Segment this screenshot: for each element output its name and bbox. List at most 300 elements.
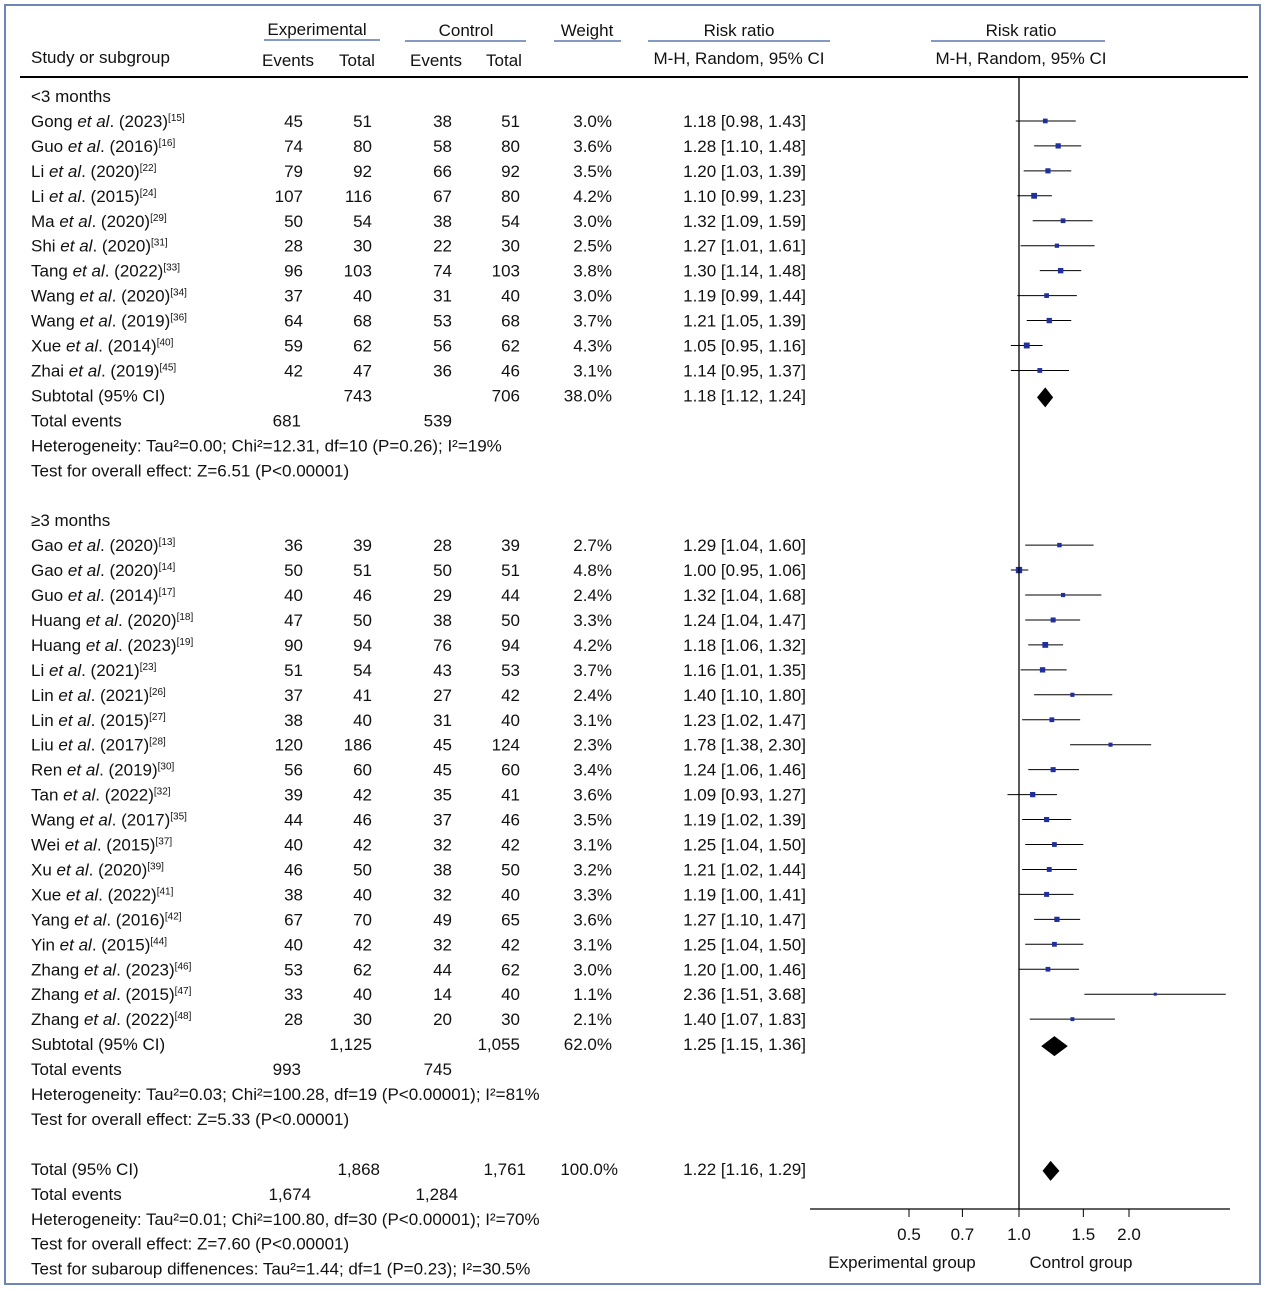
- control-total: 80: [501, 186, 520, 206]
- experimental-total: 51: [353, 561, 372, 581]
- control-total: 68: [501, 311, 520, 331]
- study-weight: 2.4%: [573, 685, 612, 705]
- control-events: 35: [433, 785, 452, 805]
- control-events: 28: [433, 536, 452, 556]
- control-events: 38: [433, 211, 452, 231]
- study-weight: 3.7%: [573, 660, 612, 680]
- experimental-total: 47: [353, 361, 372, 381]
- experimental-total-header: Total: [339, 51, 375, 70]
- study-label: Wang et al. (2017)[35]: [31, 810, 187, 830]
- study-weight: 4.3%: [573, 336, 612, 356]
- study-label: Wei et al. (2015)[37]: [31, 835, 173, 855]
- total-weight: 100.0%: [560, 1159, 618, 1179]
- experimental-events: 28: [284, 1010, 303, 1030]
- total-events-control: 745: [423, 1060, 452, 1080]
- point-estimate: [1058, 268, 1063, 273]
- study-label: Wang et al. (2019)[36]: [31, 311, 187, 331]
- study-label: Zhang et al. (2022)[48]: [31, 1010, 192, 1030]
- control-total: 50: [501, 860, 520, 880]
- experimental-events: 46: [284, 860, 303, 880]
- control-events: 20: [433, 1010, 452, 1030]
- risk-ratio-ci: 1.14 [0.95, 1.37]: [683, 361, 806, 381]
- study-weight: 3.4%: [573, 760, 612, 780]
- control-total: 46: [501, 810, 520, 830]
- control-events: 32: [433, 935, 452, 955]
- control-total-header: Total: [486, 51, 522, 70]
- risk-ratio-ci: 1.40 [1.07, 1.83]: [683, 1010, 806, 1030]
- subtotal-ci: 1.18 [1.12, 1.24]: [683, 386, 806, 406]
- control-events: 50: [433, 561, 452, 581]
- total-events-label: Total events: [31, 1060, 122, 1080]
- point-estimate: [1047, 867, 1052, 872]
- control-events: 45: [433, 735, 452, 755]
- control-header: Control: [438, 21, 494, 40]
- risk-ratio-ci: 1.28 [1.10, 1.48]: [683, 136, 806, 156]
- control-events: 67: [433, 186, 452, 206]
- experimental-events: 37: [284, 685, 303, 705]
- control-total: 62: [501, 336, 520, 356]
- experimental-events: 51: [284, 660, 303, 680]
- point-estimate: [1051, 617, 1056, 622]
- control-total: 30: [501, 1010, 520, 1030]
- subgroup-title: ≥3 months: [31, 511, 111, 531]
- control-events: 44: [433, 960, 452, 980]
- study-label: Gao et al. (2020)[14]: [31, 561, 176, 581]
- experimental-total: 51: [353, 111, 372, 131]
- study-label: Huang et al. (2020)[18]: [31, 610, 194, 630]
- control-events: 14: [433, 985, 452, 1005]
- point-estimate: [1070, 1017, 1074, 1021]
- point-estimate: [1044, 817, 1049, 822]
- point-estimate: [1051, 767, 1056, 772]
- risk-ratio-ci: 1.78 [1.38, 2.30]: [683, 735, 806, 755]
- study-label: Tang et al. (2022)[33]: [31, 261, 181, 281]
- study-weight: 3.3%: [573, 610, 612, 630]
- control-total: 40: [501, 710, 520, 730]
- study-label: Xue et al. (2014)[40]: [31, 336, 174, 356]
- risk-ratio-ci: 1.25 [1.04, 1.50]: [683, 935, 806, 955]
- point-estimate: [1055, 244, 1059, 248]
- study-weight: 3.5%: [573, 161, 612, 181]
- experimental-total: 42: [353, 935, 372, 955]
- control-events: 27: [433, 685, 452, 705]
- study-label: Gong et al. (2023)[15]: [31, 111, 185, 131]
- control-events: 38: [433, 610, 452, 630]
- study-weight: 2.4%: [573, 586, 612, 605]
- experimental-total: 40: [353, 885, 372, 905]
- control-events: 56: [433, 336, 452, 356]
- experimental-events: 40: [284, 935, 303, 955]
- risk-ratio-ci: 1.27 [1.01, 1.61]: [683, 236, 806, 256]
- control-total: 42: [501, 685, 520, 705]
- experimental-total: 80: [353, 136, 372, 156]
- subtotal-experimental-total: 743: [343, 386, 372, 406]
- study-label: Wang et al. (2020)[34]: [31, 286, 187, 306]
- control-total: 30: [501, 236, 520, 256]
- risk-ratio-ci: 1.30 [1.14, 1.48]: [683, 261, 806, 281]
- study-weight: 3.0%: [573, 111, 612, 131]
- control-events: 53: [433, 311, 452, 331]
- control-events: 45: [433, 760, 452, 780]
- experimental-total: 54: [353, 660, 372, 680]
- experimental-total: 116: [344, 186, 372, 206]
- experimental-events: 120: [274, 735, 303, 755]
- risk-ratio-header: Risk ratio: [703, 21, 775, 40]
- control-total: 40: [501, 286, 520, 306]
- study-weight: 3.1%: [573, 710, 612, 730]
- study-label: Li et al. (2020)[22]: [31, 161, 157, 181]
- risk-ratio-ci: 1.16 [1.01, 1.35]: [683, 660, 806, 680]
- experimental-events: 40: [284, 586, 303, 605]
- study-weight: 3.0%: [573, 286, 612, 306]
- overall-events-experimental: 1,674: [268, 1184, 311, 1204]
- control-total: 40: [501, 885, 520, 905]
- experimental-events: 37: [284, 286, 303, 306]
- study-weight: 3.3%: [573, 885, 612, 905]
- study-weight: 3.6%: [573, 136, 612, 156]
- risk-ratio-ci: 1.10 [0.99, 1.23]: [683, 186, 806, 206]
- study-label: Zhai et al. (2019)[45]: [31, 361, 177, 381]
- point-estimate: [1047, 318, 1052, 323]
- control-events: 37: [433, 810, 452, 830]
- x-tick-label: 1.0: [1007, 1225, 1031, 1244]
- control-total: 41: [501, 785, 520, 805]
- subtotal-weight: 38.0%: [563, 386, 612, 406]
- study-weight: 3.8%: [573, 261, 612, 281]
- risk-ratio-ci: 1.18 [1.06, 1.32]: [683, 635, 806, 655]
- control-total: 50: [501, 610, 520, 630]
- experimental-events: 33: [284, 985, 303, 1005]
- study-label: Xue et al. (2022)[41]: [31, 885, 174, 905]
- risk-ratio-ci: 1.32 [1.09, 1.59]: [683, 211, 806, 231]
- experimental-events: 38: [284, 710, 303, 730]
- point-estimate: [1044, 293, 1049, 298]
- study-weight: 3.0%: [573, 211, 612, 231]
- study-label: Ma et al. (2020)[29]: [31, 211, 167, 231]
- control-events: 74: [433, 261, 452, 281]
- subtotal-control-total: 706: [491, 386, 520, 406]
- subtotal-diamond: [1041, 1036, 1068, 1056]
- point-estimate: [1070, 693, 1074, 697]
- study-label: Ren et al. (2019)[30]: [31, 760, 175, 780]
- experimental-total: 40: [353, 286, 372, 306]
- study-label: Lin et al. (2021)[26]: [31, 685, 166, 705]
- experimental-total: 41: [353, 685, 372, 705]
- point-estimate: [1042, 642, 1048, 648]
- experimental-events: 28: [284, 236, 303, 256]
- study-weight: 2.5%: [573, 236, 612, 256]
- point-estimate: [1044, 892, 1049, 897]
- point-estimate: [1061, 593, 1065, 597]
- point-estimate: [1108, 743, 1112, 747]
- control-events: 38: [433, 111, 452, 131]
- risk-ratio-ci: 1.20 [1.00, 1.46]: [683, 960, 806, 980]
- control-total: 80: [501, 136, 520, 156]
- subtotal-label: Subtotal (95% CI): [31, 386, 166, 406]
- study-weight: 2.3%: [573, 735, 612, 755]
- control-total: 60: [501, 760, 520, 780]
- subtotal-label: Subtotal (95% CI): [31, 1035, 166, 1055]
- point-estimate: [1045, 168, 1050, 173]
- point-estimate: [1054, 917, 1059, 922]
- experimental-total: 60: [353, 760, 372, 780]
- x-tick-label: 0.5: [897, 1225, 921, 1244]
- experimental-events: 45: [284, 111, 303, 131]
- study-weight: 4.8%: [573, 561, 612, 581]
- risk-ratio-ci: 1.24 [1.04, 1.47]: [683, 610, 806, 630]
- overall-heterogeneity-text: Heterogeneity: Tau²=0.01; Chi²=100.80, df=30 (P<0.00001); I²=70%: [31, 1209, 540, 1229]
- risk-ratio-ci: 1.21 [1.02, 1.44]: [683, 860, 806, 880]
- study-weight: 3.6%: [573, 910, 612, 930]
- point-estimate: [1040, 667, 1045, 672]
- experimental-events: 59: [284, 336, 303, 356]
- point-estimate: [1056, 143, 1061, 148]
- experimental-total: 42: [353, 835, 372, 855]
- point-estimate: [1061, 218, 1066, 223]
- control-events: 49: [433, 910, 452, 930]
- experimental-events: 79: [284, 161, 303, 181]
- risk-ratio-ci: 1.20 [1.03, 1.39]: [683, 161, 806, 181]
- point-estimate: [1046, 967, 1051, 972]
- experimental-total: 62: [353, 336, 372, 356]
- study-label: Xu et al. (2020)[39]: [31, 860, 164, 880]
- control-events: 32: [433, 835, 452, 855]
- overall-effect-text: Test for overall effect: Z=6.51 (P<0.00001): [31, 461, 350, 481]
- experimental-events: 64: [284, 311, 303, 331]
- subtotal-ci: 1.25 [1.15, 1.36]: [683, 1035, 806, 1055]
- point-estimate: [1043, 119, 1048, 124]
- risk-ratio-ci: 1.27 [1.10, 1.47]: [683, 910, 806, 930]
- risk-ratio-ci: 2.36 [1.51, 3.68]: [683, 985, 806, 1005]
- risk-ratio-ci: 1.09 [0.93, 1.27]: [683, 785, 806, 805]
- risk-ratio-ci: 1.05 [0.95, 1.16]: [683, 336, 806, 356]
- study-label: Gao et al. (2020)[13]: [31, 536, 176, 556]
- experimental-events: 36: [284, 536, 303, 556]
- study-weight: 3.7%: [573, 311, 612, 331]
- experimental-total: 40: [353, 985, 372, 1005]
- experimental-events: 107: [274, 186, 303, 206]
- experimental-total: 68: [353, 311, 372, 331]
- total-control-total: 1,761: [483, 1159, 526, 1179]
- subtotal-experimental-total: 1,125: [329, 1035, 372, 1055]
- study-label: Huang et al. (2023)[19]: [31, 635, 194, 655]
- heterogeneity-text: Heterogeneity: Tau²=0.03; Chi²=100.28, df=19 (P<0.00001); I²=81%: [31, 1085, 540, 1104]
- experimental-events: 67: [284, 910, 303, 930]
- experimental-events: 44: [284, 810, 303, 830]
- experimental-events-header: Events: [262, 51, 314, 70]
- study-label: Guo et al. (2016)[16]: [31, 136, 176, 156]
- control-events: 32: [433, 885, 452, 905]
- study-weight: 4.2%: [573, 186, 612, 206]
- control-events: 36: [433, 361, 452, 381]
- study-label: Li et al. (2021)[23]: [31, 660, 157, 680]
- experimental-events: 47: [284, 610, 303, 630]
- study-label: Guo et al. (2014)[17]: [31, 586, 176, 605]
- study-weight: 1.1%: [573, 985, 612, 1005]
- control-events: 43: [433, 660, 452, 680]
- study-weight: 2.7%: [573, 536, 612, 556]
- point-estimate: [1049, 717, 1054, 722]
- total-events-experimental: 681: [272, 411, 301, 431]
- control-events: 31: [433, 286, 452, 306]
- overall-events-control: 1,284: [415, 1184, 458, 1204]
- experimental-events: 53: [284, 960, 303, 980]
- risk-ratio-ci: 1.19 [1.02, 1.39]: [683, 810, 806, 830]
- risk-ratio-ci: 1.24 [1.06, 1.46]: [683, 760, 806, 780]
- total-label: Total (95% CI): [31, 1159, 139, 1179]
- risk-ratio-ci: 1.19 [0.99, 1.44]: [683, 286, 806, 306]
- risk-ratio-ci: 1.19 [1.00, 1.41]: [683, 885, 806, 905]
- risk-ratio-ci: 1.29 [1.04, 1.60]: [683, 536, 806, 556]
- risk-ratio-ci: 1.00 [0.95, 1.06]: [683, 561, 806, 581]
- favours-control-label: Control group: [1029, 1253, 1133, 1272]
- heterogeneity-text: Heterogeneity: Tau²=0.00; Chi²=12.31, df=10 (P=0.26); I²=19%: [31, 436, 502, 456]
- study-label: Lin et al. (2015)[27]: [31, 710, 166, 730]
- control-total: 53: [501, 660, 520, 680]
- experimental-total: 92: [353, 161, 372, 181]
- experimental-total: 94: [353, 635, 372, 655]
- control-events: 38: [433, 860, 452, 880]
- experimental-header: Experimental: [267, 20, 367, 39]
- control-total: 42: [501, 935, 520, 955]
- study-label: Shi et al. (2020)[31]: [31, 236, 168, 256]
- study-weight: 4.2%: [573, 635, 612, 655]
- experimental-total: 46: [353, 810, 372, 830]
- experimental-events: 38: [284, 885, 303, 905]
- study-column-header: Study or subgroup: [31, 48, 170, 67]
- control-total: 103: [491, 261, 520, 281]
- experimental-events: 50: [284, 561, 303, 581]
- control-total: 94: [501, 635, 520, 655]
- experimental-events: 56: [284, 760, 303, 780]
- experimental-total: 39: [353, 536, 372, 556]
- experimental-events: 40: [284, 835, 303, 855]
- point-estimate: [1024, 343, 1030, 349]
- control-events: 58: [433, 136, 452, 156]
- experimental-events: 74: [284, 136, 303, 156]
- study-label: Tan et al. (2022)[32]: [31, 785, 171, 805]
- control-total: 54: [501, 211, 520, 231]
- experimental-events: 90: [284, 635, 303, 655]
- total-events-control: 539: [423, 411, 452, 431]
- experimental-total: 70: [353, 910, 372, 930]
- forest-risk-ratio-header: Risk ratio: [985, 21, 1057, 40]
- experimental-total: 50: [353, 860, 372, 880]
- point-estimate: [1030, 792, 1035, 797]
- risk-ratio-ci: 1.23 [1.02, 1.47]: [683, 710, 806, 730]
- risk-ratio-ci: 1.25 [1.04, 1.50]: [683, 835, 806, 855]
- control-total: 46: [501, 361, 520, 381]
- study-weight: 3.5%: [573, 810, 612, 830]
- experimental-events: 50: [284, 211, 303, 231]
- experimental-events: 39: [284, 785, 303, 805]
- control-total: 42: [501, 835, 520, 855]
- control-total: 40: [501, 985, 520, 1005]
- study-weight: 3.1%: [573, 935, 612, 955]
- experimental-total: 30: [353, 1010, 372, 1030]
- control-total: 92: [501, 161, 520, 181]
- control-total: 124: [491, 735, 520, 755]
- study-weight: 3.6%: [573, 785, 612, 805]
- experimental-total: 54: [353, 211, 372, 231]
- overall-events-label: Total events: [31, 1184, 122, 1204]
- study-weight: 3.2%: [573, 860, 612, 880]
- study-label: Yin et al. (2015)[44]: [31, 935, 168, 955]
- subtotal-weight: 62.0%: [563, 1035, 612, 1055]
- point-estimate: [1052, 942, 1057, 947]
- experimental-events: 96: [284, 261, 303, 281]
- forest-method-header: M-H, Random, 95% CI: [935, 49, 1107, 68]
- risk-ratio-ci: 1.21 [1.05, 1.39]: [683, 311, 806, 331]
- subgroup-differences-text: Test for subaroup diffenences: Tau²=1.44; df=1 (P=0.23); I²=30.5%: [31, 1259, 531, 1279]
- experimental-total: 42: [353, 785, 372, 805]
- control-events: 22: [433, 236, 452, 256]
- experimental-total: 30: [353, 236, 372, 256]
- risk-ratio-ci: 1.32 [1.04, 1.68]: [683, 586, 806, 605]
- study-label: Zhang et al. (2023)[46]: [31, 960, 192, 980]
- weight-header: Weight: [560, 21, 614, 40]
- risk-ratio-ci: 1.18 [0.98, 1.43]: [683, 111, 806, 131]
- subgroup-title: <3 months: [31, 87, 111, 106]
- point-estimate: [1052, 842, 1057, 847]
- control-events: 31: [433, 710, 452, 730]
- subtotal-control-total: 1,055: [477, 1035, 520, 1055]
- experimental-total: 103: [343, 261, 372, 281]
- overall-diamond: [1043, 1161, 1060, 1181]
- subtotal-diamond: [1037, 387, 1053, 407]
- control-events-header: Events: [410, 51, 462, 70]
- study-weight: 3.1%: [573, 361, 612, 381]
- point-estimate: [1154, 993, 1157, 996]
- point-estimate: [1057, 543, 1061, 547]
- total-ci: 1.22 [1.16, 1.29]: [683, 1159, 806, 1179]
- experimental-events: 42: [284, 361, 303, 381]
- point-estimate: [1031, 193, 1037, 199]
- risk-ratio-ci: 1.40 [1.10, 1.80]: [683, 685, 806, 705]
- control-events: 29: [433, 586, 452, 605]
- study-weight: 2.1%: [573, 1010, 612, 1030]
- control-events: 66: [433, 161, 452, 181]
- study-label: Zhang et al. (2015)[47]: [31, 985, 192, 1005]
- control-total: 62: [501, 960, 520, 980]
- x-tick-label: 1.5: [1071, 1225, 1096, 1244]
- control-total: 44: [501, 586, 520, 605]
- control-total: 39: [501, 536, 520, 556]
- experimental-total: 46: [353, 586, 372, 605]
- total-experimental-total: 1,868: [337, 1159, 380, 1179]
- x-tick-label: 2.0: [1117, 1225, 1141, 1244]
- control-events: 76: [433, 635, 452, 655]
- study-weight: 3.0%: [573, 960, 612, 980]
- x-tick-label: 0.7: [950, 1225, 975, 1244]
- study-label: Liu et al. (2017)[28]: [31, 735, 166, 755]
- overall-effect-total-text: Test for overall effect: Z=7.60 (P<0.00001): [31, 1234, 350, 1254]
- control-total: 65: [501, 910, 520, 930]
- point-estimate: [1037, 368, 1042, 373]
- experimental-total: 62: [353, 960, 372, 980]
- control-total: 51: [501, 561, 520, 581]
- experimental-total: 50: [353, 610, 372, 630]
- total-events-label: Total events: [31, 411, 122, 431]
- total-events-experimental: 993: [272, 1060, 301, 1080]
- experimental-total: 40: [353, 710, 372, 730]
- study-label: Yang et al. (2016)[42]: [31, 910, 182, 930]
- study-weight: 3.1%: [573, 835, 612, 855]
- favours-experimental-label: Experimental group: [828, 1253, 976, 1272]
- study-label: Li et al. (2015)[24]: [31, 186, 157, 206]
- risk-ratio-method-header: M-H, Random, 95% CI: [653, 49, 825, 68]
- experimental-total: 186: [343, 735, 372, 755]
